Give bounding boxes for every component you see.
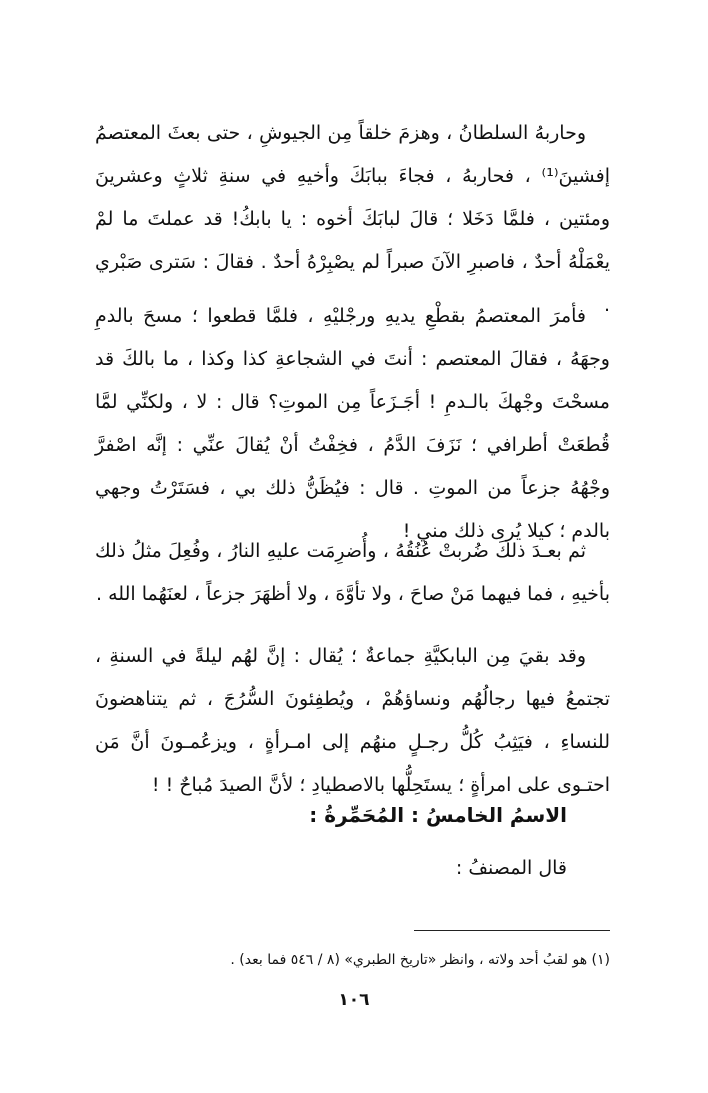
- paragraph-text: فأمرَ المعتصمُ بقطْعِ يديهِ ورجْليْهِ ، فلمَّا قطعوا ؛ مسحَ بالدمِ وجهَهُ ، فقالَ المعتصم : أنتَ في الشجاعةِ كذا وكذا ، ما بالكَ قد مسحْتَ وجْهكَ بالـدمِ ! أجَـزَعاً مِن الموتِ؟ قال : لا ، ولكنِّي لمَّا قُطعَتْ أطرافي ؛ نَزَفَ الدَّمُ ، فخِفْتُ أنْ يُقالَ عنِّي : إنَّه اصْفرَّ وجْهُهُ جزعاً من الموتِ . قال : فيُظَنُّ ذلك بي ، فسَتَرْتُ وجهي بالدم ؛ كيلا يُرى ذلك مني !: [95, 305, 610, 542]
- paragraph-2: [95, 295, 610, 553]
- section-heading: [309, 795, 567, 835]
- author-says-heading: قال المصنفُ :: [455, 857, 567, 879]
- page-number: ١٠٦: [338, 990, 370, 1010]
- footnote: (١) هو لقبُ أحد ولاته ، وانظر «تاريخ الطبري» (٨ / ٥٤٦ فما بعد) .: [230, 952, 610, 968]
- section-heading-name: المُحَمِّرةُ :: [309, 803, 405, 827]
- paragraph-3: [95, 530, 610, 616]
- paragraph-text: وقد بقيَ مِن البابكيَّةِ جماعةٌ ؛ يُقال : إنَّ لهُم ليلةً في السنةِ ، تجتمعُ فيها رجالُهُم ونساؤهُمْ ، ويُطفِئونَ السُّرُجَ ، ثم يتناهضونَ للنساءِ ، فيَثِبُ كُلُّ رجـلٍ منهُم إلى امـرأةٍ ، ويزعُمـونَ أنَّ مَن احتـوى على امرأةٍ ؛ يستَحِلُّها بالاصطيادِ ؛ لأنَّ الصيدَ مُباحٌ ! !: [95, 645, 610, 796]
- paragraph-4: [95, 635, 610, 807]
- paragraph-text: ثم بعـدَ ذلكَ ضُربتْ عُنُقُهُ ، وأُضرِمَت عليهِ النارُ ، وفُعِلَ مثلُ ذلك بأخيهِ ، فما فيهما مَنْ صاحَ ، ولا تأوَّهَ ، ولا أظهَرَ جزعاً ، لعنَهُما الله .: [95, 540, 610, 605]
- paragraph-text: وحاربهُ السلطانُ ، وهزمَ خلقاً مِن الجيوشِ ، حتى بعثَ المعتصمُ إفشينَ⁽¹⁾ ، فحاربهُ ، فجاءَ ببابَكَ وأخيهِ في سنةِ ثلاثٍ وعشرينَ ومئتين ، فلمَّا دَخَلا ؛ قالَ لبابَكَ أخوه : يا بابكُ! قد عملتَ ما لمْ يعْمَلْهُ أحدٌ ، فاصبرِ الآنَ صبراً لم يصْبِرْهُ أحدٌ . فقالَ : سَترى صَبْري .: [95, 122, 610, 316]
- footnote-divider: [414, 930, 610, 931]
- section-heading-prefix: الاسمُ الخامسُ :: [404, 803, 567, 827]
